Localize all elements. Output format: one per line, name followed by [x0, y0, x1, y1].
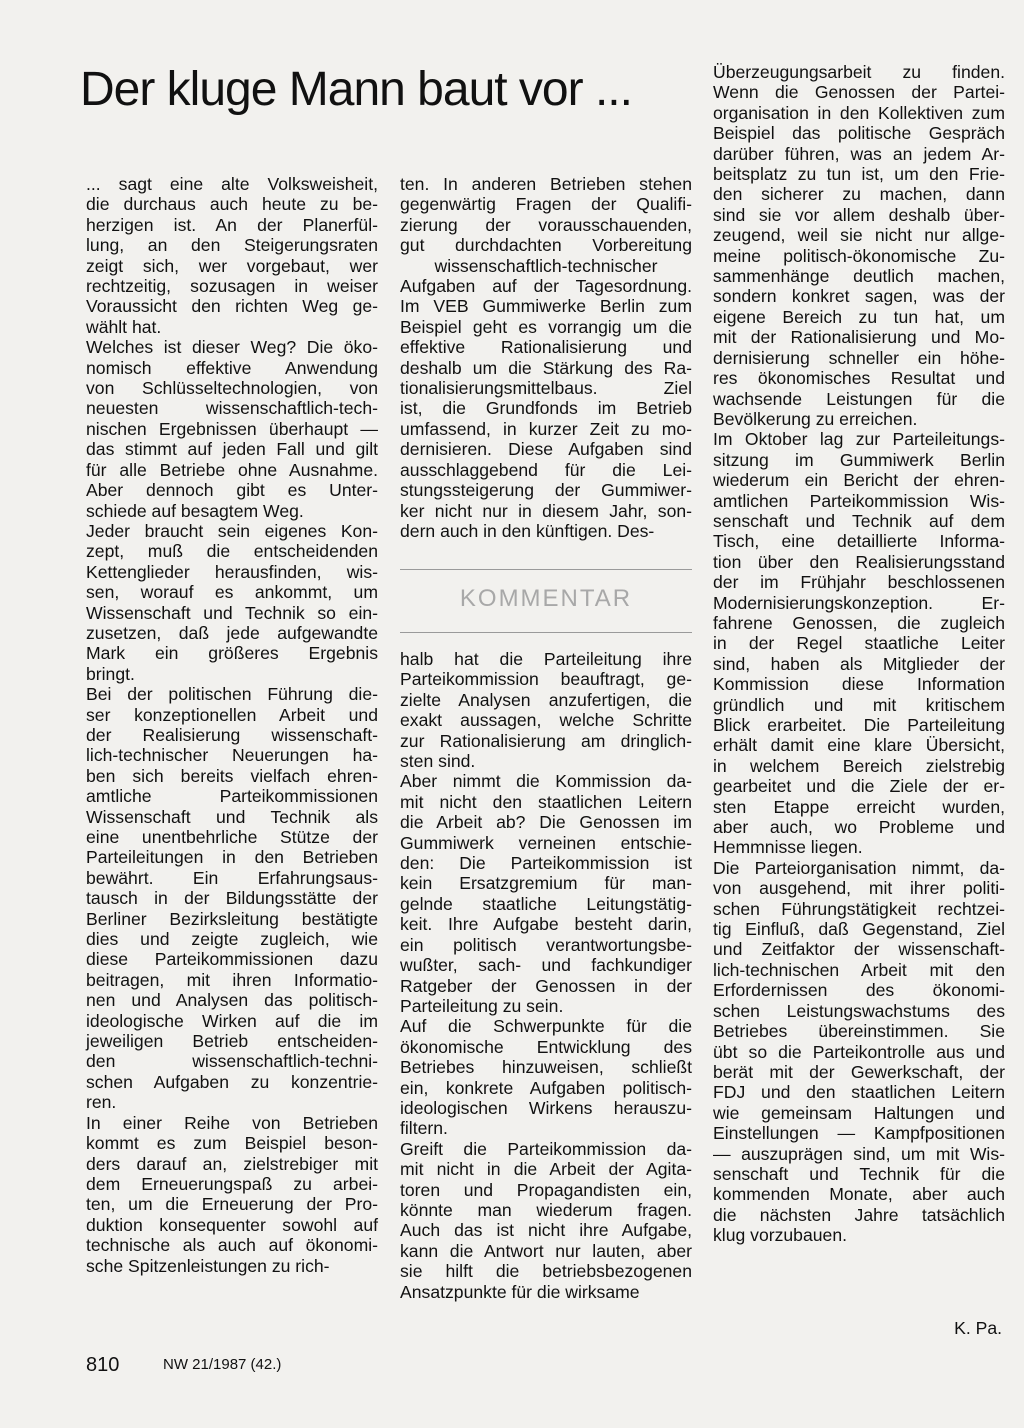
- text-line: amtlichen Parteikommission Wis-: [713, 490, 1005, 511]
- kommentar-label: KOMMENTAR: [459, 585, 633, 612]
- article-column-2-top: [400, 174, 692, 541]
- text-line: für alle Betriebe ohne Ausnahme.: [86, 459, 378, 480]
- text-line: eine unentbehrliche Stütze der: [86, 827, 378, 847]
- text-line: Aber dennoch gibt es Unter-: [86, 480, 378, 501]
- text-line: Kommission diese Information: [713, 674, 1005, 695]
- text-line: duktion konsequenter sowohl auf: [86, 1214, 378, 1235]
- text-line: sind, haben als Mitglieder der: [713, 653, 1005, 674]
- text-line: FDJ und den staatlichen Leitern: [713, 1082, 1005, 1103]
- text-line: den: Die Parteikommission ist: [400, 853, 692, 874]
- text-line: in welchem Bereich zielstrebig: [713, 755, 1005, 776]
- text-line: nen und Analysen das politisch-: [86, 990, 378, 1011]
- article-column-3: [713, 62, 1005, 1246]
- text-line: schen Leistungswachstums des: [713, 1000, 1005, 1021]
- text-line: exakt aussagen, welche Schritte: [400, 710, 692, 731]
- text-line: rechtzeitig, sozusagen in weiser: [86, 276, 378, 297]
- text-line: jeweiligen Betrieb entscheiden-: [86, 1031, 378, 1052]
- text-line: halb hat die Parteileitung ihre: [400, 649, 692, 669]
- text-line: sammenhänge deutlich machen,: [713, 266, 1005, 287]
- text-line: organisation in den Kollektiven zum: [713, 102, 1005, 123]
- text-line: ausschlaggebend für die Lei-: [400, 459, 692, 480]
- text-line: — auszuprägen sind, um mit Wis-: [713, 1143, 1005, 1164]
- text-line: tionalisierungsmittelbaus. Ziel: [400, 378, 692, 399]
- text-line: Überzeugungsarbeit zu finden.: [713, 62, 1005, 82]
- text-line: sind sie vor allem deshalb über-: [713, 204, 1005, 225]
- text-line: wissenschaftlich-technischer: [434, 255, 658, 276]
- text-line: zusetzen, daß jede aufgewandte: [86, 622, 378, 643]
- text-line: zierung der vorausschauenden,: [400, 214, 692, 235]
- text-line: Hemmnisse liegen.: [713, 837, 863, 858]
- text-line: fahrene Genossen, die zugleich: [713, 612, 1005, 633]
- text-line: Blick erarbeitet. Die Parteileitung: [713, 715, 1005, 735]
- text-line: nischen Ergebnissen überhaupt —: [86, 418, 378, 439]
- text-line: Betriebes hinzuweisen, schließt: [400, 1057, 692, 1078]
- text-line: Kettenglieder herausfinden, wis-: [86, 561, 378, 582]
- text-line: technische als auch auf ökonomi-: [86, 1235, 378, 1256]
- text-line: Mark ein größeres Ergebnis: [86, 643, 378, 664]
- text-line: Parteikommission beauftragt, ge-: [400, 669, 692, 690]
- text-line: ten. In anderen Betrieben stehen: [400, 174, 692, 194]
- text-line: wußter, sach- und fachkundiger: [400, 955, 692, 976]
- text-line: Beispiel das politische Gespräch: [713, 123, 1005, 144]
- text-line: Greift die Parteikommission da-: [400, 1138, 692, 1159]
- text-line: wie gemeinsam Haltungen und: [713, 1102, 1005, 1123]
- text-line: zeigt sich, wer vorgebaut, wer: [86, 255, 378, 276]
- text-line: nomisch effektive Anwendung: [86, 357, 378, 378]
- text-line: Wissenschaft und Technik so ein-: [86, 602, 378, 623]
- text-line: Tisch, eine detaillierte Informa-: [713, 531, 1005, 552]
- text-line: Wenn die Genossen der Partei-: [713, 82, 1005, 103]
- kommentar-rule-top: [400, 569, 692, 570]
- text-line: tausch in der Bildungsstätte der: [86, 888, 378, 909]
- text-line: ökonomische Entwicklung des: [400, 1036, 692, 1057]
- text-line: keit. Ihre Aufgabe besteht darin,: [400, 914, 692, 935]
- text-line: ideologische Wirken auf die im: [86, 1010, 378, 1031]
- text-line: aber auch, wo Probleme und: [713, 817, 1005, 838]
- text-line: gründlich und mit kritischem: [713, 694, 1005, 715]
- text-line: kommenden Monate, aber auch: [713, 1184, 1005, 1205]
- text-line: ein, konkrete Aufgaben politisch-: [400, 1077, 692, 1098]
- text-line: Ratgeber der Genossen in der: [400, 975, 692, 996]
- text-line: Erfordernissen des ökonomi-: [713, 980, 1005, 1001]
- text-line: lung, an den Steigerungsraten: [86, 235, 378, 256]
- text-line: und Zeitfaktor der wissenschaft-: [713, 939, 1005, 960]
- text-line: berät mit der Gewerkschaft, der: [713, 1061, 1005, 1082]
- text-line: ders darauf an, zielstrebiger mit: [86, 1153, 378, 1174]
- text-line: ... sagt eine alte Volksweisheit,: [86, 174, 378, 194]
- text-line: Parteileitung zu sein.: [400, 995, 564, 1016]
- text-line: zielte Analysen anzufertigen, die: [400, 689, 692, 710]
- text-line: Parteileitungen in den Betrieben: [86, 847, 378, 868]
- text-line: lich-technischer Neuerungen ha-: [86, 745, 378, 766]
- text-line: den wissenschaftlich-techni-: [86, 1051, 378, 1072]
- text-line: stungssteigerung der Gummiwer-: [400, 480, 692, 501]
- text-line: Bei der politischen Führung die-: [86, 684, 378, 705]
- text-line: von ausgehend, mit ihrer politi-: [713, 878, 1005, 899]
- text-line: sche Spitzenleistungen zu rich-: [86, 1255, 330, 1276]
- text-line: Auch das ist nicht ihre Aufgabe,: [400, 1220, 692, 1241]
- text-line: gut durchdachten Vorbereitung: [400, 235, 692, 256]
- text-line: ideologischen Wirkens herauszu-: [400, 1097, 692, 1118]
- text-line: Beispiel geht es vorrangig um die: [400, 316, 692, 337]
- text-line: gegenwärtig Fragen der Qualifi-: [400, 194, 692, 215]
- text-line: in der Regel staatliche Leiter: [713, 633, 1005, 654]
- text-line: ser konzeptionellen Arbeit und: [86, 704, 378, 725]
- text-line: Im Oktober lag zur Parteileitungs-: [713, 429, 1005, 450]
- text-line: schen Führungstätigkeit rechtzei-: [713, 898, 1005, 919]
- author-signature: K. Pa.: [954, 1318, 1002, 1338]
- text-line: gelnde staatliche Leitungstätig-: [400, 893, 692, 914]
- text-line: der im Frühjahr beschlossenen: [713, 572, 1005, 593]
- text-line: sondern konkret sagen, was der: [713, 286, 1005, 307]
- text-line: toren und Propagandisten ein,: [400, 1179, 692, 1200]
- text-line: Aber nimmt die Kommission da-: [400, 771, 692, 792]
- text-line: der Realisierung wissenschaft-: [86, 724, 378, 745]
- text-line: Wissenschaft und Technik als: [86, 806, 378, 827]
- text-line: die nächsten Jahre tatsächlich: [713, 1204, 1005, 1225]
- text-line: In einer Reihe von Betrieben: [86, 1112, 378, 1133]
- text-line: mit nicht den staatlichen Leitern: [400, 791, 692, 812]
- text-line: die Arbeit ab? Die Genossen im: [400, 812, 692, 833]
- text-line: Jeder braucht sein eigenes Kon-: [86, 520, 378, 541]
- page-number: 810: [86, 1354, 120, 1376]
- text-line: Berliner Bezirksleitung bestätigte: [86, 908, 378, 929]
- kommentar-rule-bottom: [400, 632, 692, 633]
- text-line: kann die Antwort nur lauten, aber: [400, 1240, 692, 1261]
- text-line: dern auch in den künftigen. Des-: [400, 520, 655, 541]
- text-line: Voraussicht den richten Weg ge-: [86, 296, 378, 317]
- text-line: Auf die Schwerpunkte für die: [400, 1016, 692, 1037]
- article-column-2-bottom: [400, 649, 692, 1302]
- text-line: sie hilft die betriebsbezogenen: [400, 1261, 692, 1282]
- text-line: Ansatzpunkte für die wirksame: [400, 1281, 640, 1302]
- text-line: deshalb um die Stärkung des Ra-: [400, 357, 692, 378]
- text-line: wiederum ein Bericht der ehren-: [713, 470, 1005, 491]
- issue-reference: NW 21/1987 (42.): [163, 1356, 282, 1373]
- text-line: ren.: [86, 1092, 117, 1113]
- text-line: ten, um die Erneuerung der Pro-: [86, 1194, 378, 1215]
- text-line: ein politisch verantwortungsbe-: [400, 934, 692, 955]
- text-line: amtliche Parteikommissionen: [86, 786, 378, 807]
- text-line: neuesten wissenschaftlich-tech-: [86, 398, 378, 419]
- text-line: klug vorzubauen.: [713, 1225, 847, 1246]
- text-line: das stimmt auf jeden Fall und gilt: [86, 439, 378, 460]
- text-line: tion über den Realisierungsstand: [713, 551, 1005, 572]
- text-line: mit nicht in die Arbeit der Agita-: [400, 1159, 692, 1180]
- text-line: Bevölkerung zu erreichen.: [713, 408, 918, 429]
- text-line: eigene Bereich zu tun hat, um: [713, 306, 1005, 327]
- text-line: sen, worauf es ankommt, um: [86, 582, 378, 603]
- text-line: tig Einfluß, daß Gegenstand, Ziel: [713, 919, 1005, 940]
- text-line: zeugend, weil sie nicht nur allge-: [713, 225, 1005, 246]
- text-line: ben sich bereits vielfach ehren-: [86, 765, 378, 786]
- text-line: Einstellungen — Kampfpositionen: [713, 1123, 1005, 1144]
- text-line: die durchaus auch heute zu be-: [86, 194, 378, 215]
- text-line: dies und zeigte zugleich, wie: [86, 929, 378, 950]
- text-line: dem Erneuerungspaß zu arbei-: [86, 1173, 378, 1194]
- text-line: von Schlüsseltechnologien, von: [86, 378, 378, 399]
- article-column-1: [86, 174, 378, 1276]
- text-line: kommt es zum Beispiel beson-: [86, 1133, 378, 1154]
- text-line: darüber führen, was an jedem Ar-: [713, 143, 1005, 164]
- text-line: effektive Rationalisierung und: [400, 337, 692, 358]
- text-line: sten Etappe erreicht wurden,: [713, 796, 1005, 817]
- text-line: zur Rationalisierung am dringlich-: [400, 730, 692, 751]
- text-line: res ökonomisches Resultat und: [713, 368, 1005, 389]
- text-line: wählt hat.: [86, 316, 162, 337]
- text-line: gearbeitet und die Ziele der er-: [713, 776, 1005, 797]
- article-title: Der kluge Mann baut vor ...: [80, 63, 632, 116]
- text-line: zept, muß die entscheidenden: [86, 541, 378, 562]
- text-line: wachsende Leistungen für die: [713, 388, 1005, 409]
- text-line: Aufgaben auf der Tagesordnung.: [400, 276, 692, 297]
- text-line: Welches ist dieser Weg? Die öko-: [86, 337, 378, 358]
- text-line: übt so die Parteikontrolle aus und: [713, 1041, 1005, 1062]
- text-line: mit der Rationalisierung und Mo-: [713, 327, 1005, 348]
- text-line: diese Parteikommissionen dazu: [86, 949, 378, 970]
- text-line: ker nicht nur in diesem Jahr, son-: [400, 500, 692, 521]
- text-line: könnte man wiederum fragen.: [400, 1199, 692, 1220]
- text-line: dernisieren. Diese Aufgaben sind: [400, 439, 692, 460]
- text-line: beitsplatz zu tun ist, um den Frie-: [713, 164, 1005, 185]
- text-line: beitragen, mit ihren Informatio-: [86, 969, 378, 990]
- text-line: bewährt. Ein Erfahrungsaus-: [86, 867, 378, 888]
- text-line: dernisierung schneller ein höhe-: [713, 347, 1005, 368]
- text-line: schen Aufgaben zu konzentrie-: [86, 1071, 378, 1092]
- text-line: umfassend, in kurzer Zeit zu mo-: [400, 418, 692, 439]
- text-line: Im VEB Gummiwerke Berlin zum: [400, 296, 692, 317]
- text-line: Modernisierungskonzeption. Er-: [713, 592, 1005, 613]
- text-line: Gummiwerk verneinen entschie-: [400, 832, 692, 853]
- text-line: sitzung im Gummiwerk Berlin: [713, 449, 1005, 470]
- text-line: Betriebes übereinstimmen. Sie: [713, 1021, 1005, 1042]
- text-line: senschaft und Technik für die: [713, 1163, 1005, 1184]
- text-line: ist, die Grundfonds im Betrieb: [400, 398, 692, 419]
- text-line: den sicherer zu machen, dann: [713, 184, 1005, 205]
- text-line: bringt.: [86, 663, 135, 684]
- text-line: meine politisch-ökonomische Zu-: [713, 245, 1005, 266]
- text-line: erhält damit eine klare Übersicht,: [713, 735, 1005, 756]
- text-line: Die Parteiorganisation nimmt, da-: [713, 857, 1005, 878]
- text-line: kein Ersatzgremium für man-: [400, 873, 692, 894]
- text-line: senschaft und Technik auf dem: [713, 510, 1005, 531]
- text-line: schiede auf besagtem Weg.: [86, 500, 304, 521]
- text-line: lich-technischen Arbeit mit den: [713, 959, 1005, 980]
- text-line: herzigen ist. An der Planerfül-: [86, 214, 378, 235]
- text-line: filtern.: [400, 1118, 448, 1139]
- text-line: sten sind.: [400, 751, 476, 772]
